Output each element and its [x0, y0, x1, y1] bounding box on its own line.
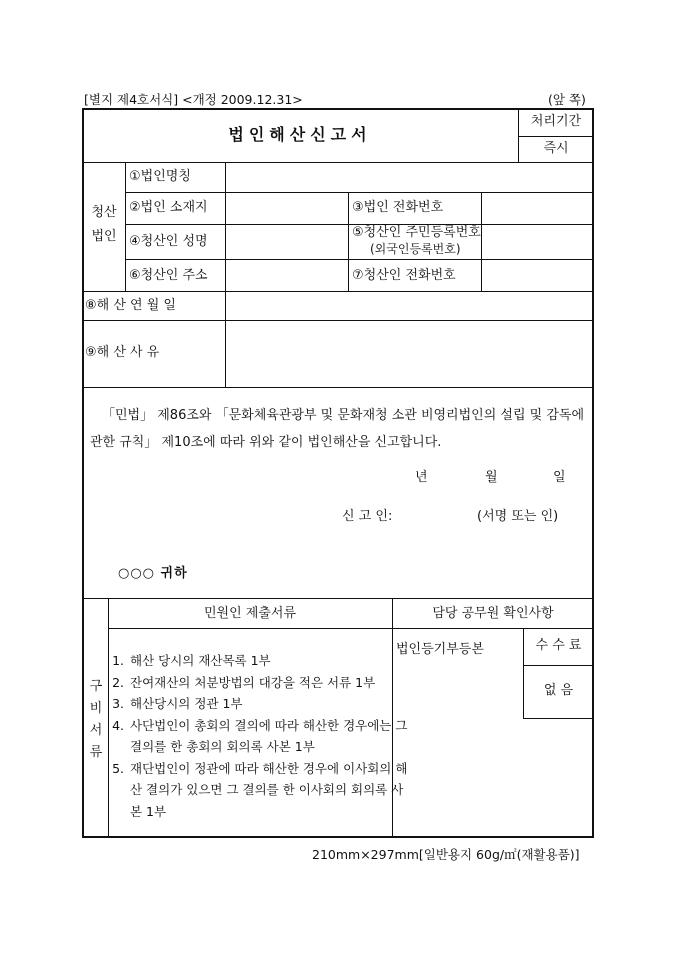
- liquidator-phone-label: ⑦청산인 전화번호: [352, 268, 456, 283]
- date-month-label: 월: [485, 470, 498, 485]
- docs-label-char-2: 비: [89, 701, 103, 716]
- docs-label-char-4: 류: [89, 745, 103, 760]
- reporter-label: 신 고 인:: [342, 509, 393, 524]
- liquidator-id-sublabel: (외국인등록번호): [370, 242, 461, 256]
- rule-fee-mid: [523, 665, 594, 666]
- dissolution-reason-field[interactable]: [226, 321, 593, 386]
- liquidator-id-label: ⑤청산인 주민등록번호: [352, 225, 481, 240]
- liquidator-id-field[interactable]: [482, 225, 593, 258]
- corp-phone-field[interactable]: [482, 193, 593, 223]
- form-title: 법인해산신고서: [228, 125, 372, 144]
- docs-section-label: [84, 676, 108, 764]
- list-item: 5. 재단법인이 정관에 따라 해산한 경우에 이사회의 해산 결의가 있으면 그 결의를 한 이사회의 회의록 사본 1부: [128, 758, 408, 823]
- date-day-label: 일: [553, 470, 566, 485]
- applicant-docs-header: 민원인 제출서류: [203, 606, 297, 621]
- corp-address-label: ②법인 소재지: [129, 200, 208, 215]
- corp-name-field[interactable]: [226, 163, 593, 191]
- liquidator-address-field[interactable]: [226, 260, 347, 290]
- dissolution-reason-label: ⑨해 산 사 유: [85, 345, 160, 360]
- page-side-label: (앞 쪽): [548, 92, 586, 107]
- rule-mid-column: [348, 192, 349, 291]
- list-item: 4. 사단법인이 총회의 결의에 따라 해산한 경우에는 그 결의를 한 총회의 회의록 사본 1부: [128, 715, 408, 758]
- docs-label-char-3: 서: [89, 723, 103, 738]
- dissolution-date-field[interactable]: [226, 292, 593, 319]
- addressee: ○○○ 귀하: [118, 566, 188, 581]
- paper-spec: 210mm×297mm[일반용지 60g/㎡(재활용품)]: [312, 847, 580, 862]
- rule-reason-bottom: [82, 387, 594, 388]
- liquidator-phone-field[interactable]: [482, 260, 593, 290]
- list-item: 2. 잔여재산의 처분방법의 대강을 적은 서류 1부: [128, 672, 408, 694]
- corp-phone-label: ③법인 전화번호: [352, 200, 444, 215]
- liquidator-name-label: ④청산인 성명: [129, 234, 208, 249]
- official-docs-header: 담당 공무원 확인사항: [432, 606, 554, 621]
- docs-label-char-1: 구: [89, 679, 103, 694]
- declaration-text: 「민법」 제86조와 「문화체육관광부 및 문화재청 소관 비영리법인의 설립 및 감독에 관한 규칙」 제10조에 따라 위와 같이 법인해산을 신고합니다.: [90, 408, 585, 450]
- rule-fee-bottom: [523, 718, 594, 719]
- applicant-docs-list: [110, 650, 408, 822]
- group-label-line1: 청산: [91, 205, 117, 220]
- liquidator-address-label: ⑥청산인 주소: [129, 268, 208, 283]
- liquidator-name-field[interactable]: [226, 225, 347, 258]
- signature-hint: (서명 또는 인): [477, 509, 559, 524]
- rule-docs-label-right: [108, 598, 109, 838]
- list-item: 1. 해산 당시의 재산목록 1부: [128, 650, 408, 672]
- rule-group-label-right: [125, 162, 126, 291]
- dissolution-date-label: ⑧해 산 연 월 일: [85, 298, 176, 313]
- processing-period-label: 처리기간: [530, 114, 582, 129]
- form-number: [별지 제4호서식] <개정 2009.12.31>: [84, 92, 303, 107]
- processing-period-value: 즉시: [543, 141, 569, 156]
- list-item: 3. 해산당시의 정관 1부: [128, 693, 408, 715]
- fee-label: 수 수 료: [535, 638, 582, 653]
- official-doc-item: 법인등기부등본: [396, 642, 484, 657]
- rule-declaration-bottom: [82, 598, 594, 599]
- corp-address-field[interactable]: [226, 193, 347, 223]
- corp-name-label: ①법인명칭: [129, 169, 191, 184]
- rule-period-mid: [518, 136, 594, 137]
- date-year-label: 년: [415, 470, 428, 485]
- group-label-line2: 법인: [91, 229, 117, 244]
- fee-value: 없 음: [543, 683, 574, 698]
- rule-docs-header-bottom: [108, 628, 594, 629]
